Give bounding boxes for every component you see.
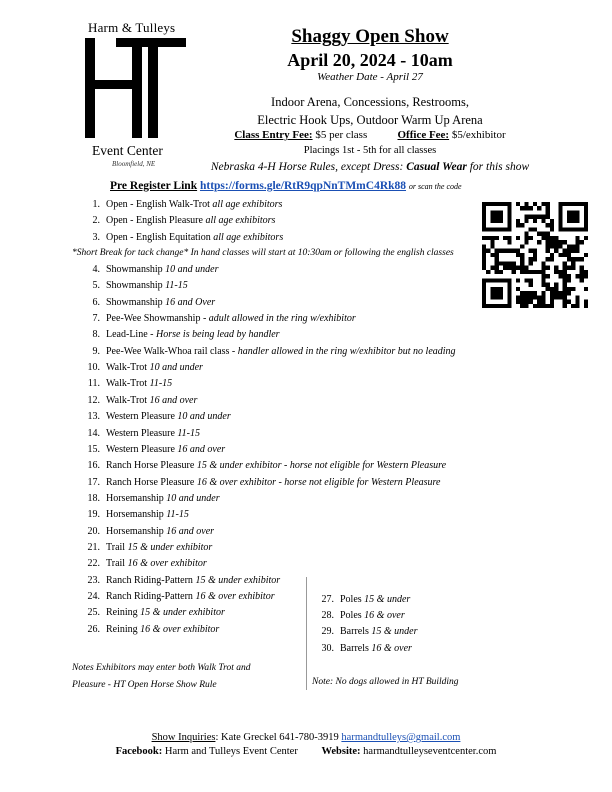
- class-detail: 10 and under: [166, 492, 220, 504]
- class-number: 15.: [87, 443, 100, 455]
- class-item: [82, 509, 189, 520]
- class-number: 11.: [87, 378, 100, 390]
- class-detail: 16 and over: [149, 394, 198, 406]
- class-name: Ranch Riding-Pattern: [106, 574, 196, 586]
- class-fee-value: $5 per class: [312, 129, 368, 141]
- class-item: [316, 643, 412, 654]
- class-detail: 10 and under: [177, 411, 231, 423]
- class-item: [82, 297, 215, 308]
- class-detail: 16 and over: [166, 525, 215, 537]
- preregister-link[interactable]: https://forms.gle/RtR9qpNnTMmC4Rk88: [199, 180, 407, 192]
- class-name: Barrels: [340, 626, 372, 637]
- class-name: Western Pleasure: [106, 411, 178, 423]
- preregister-line: [110, 180, 610, 192]
- class-item: [82, 346, 456, 357]
- class-item: [82, 591, 275, 602]
- fees-line: [160, 129, 580, 141]
- class-detail: 11-15: [166, 509, 189, 521]
- class-name: Horsemanship: [106, 509, 167, 521]
- class-name: Showmanship: [106, 264, 166, 275]
- class-item: [316, 610, 405, 621]
- class-name: Showmanship: [106, 296, 166, 308]
- class-detail: 16 & over exhibitor: [127, 558, 207, 570]
- logo-top-text: Harm & Tulleys: [88, 20, 176, 35]
- class-number: 6.: [92, 296, 100, 308]
- class-number: 12.: [87, 394, 100, 406]
- class-number: 20.: [87, 525, 100, 537]
- rules-prefix: Nebraska 4-H Horse Rules, except Dress:: [210, 161, 407, 173]
- class-number: 14.: [87, 427, 100, 439]
- facebook-label: Facebook:: [115, 746, 163, 757]
- class-item: [82, 542, 212, 553]
- class-item: [82, 329, 280, 340]
- class-detail: adult allowed in the ring w/exhibitor: [208, 313, 356, 325]
- class-detail: all age exhibitors: [213, 232, 284, 243]
- show-date: April 20, 2024 - 10am: [287, 50, 453, 70]
- notes-left: [72, 660, 250, 694]
- class-number: 4.: [92, 264, 100, 275]
- class-number: 19.: [87, 509, 100, 521]
- class-number: 7.: [92, 313, 100, 325]
- logo-event-center: Event Center: [92, 143, 163, 158]
- class-number: 2.: [92, 215, 100, 226]
- class-item: [82, 607, 225, 618]
- page-title: Shaggy Open Show: [291, 26, 449, 47]
- rules-suffix: for this show: [466, 161, 530, 173]
- class-name: Poles: [340, 610, 365, 621]
- class-detail: 16 & over exhibitor: [140, 623, 220, 635]
- class-detail: 16 & over exhibitor: [195, 591, 275, 602]
- rules-line: [160, 161, 580, 173]
- class-name: Reining: [106, 623, 141, 635]
- scan-code-text: or scan the code: [408, 182, 462, 191]
- class-item: [82, 624, 219, 635]
- column-divider: [306, 577, 307, 690]
- footer-inquiries: [0, 732, 612, 743]
- class-detail: 11-15: [177, 427, 200, 439]
- office-fee-label: Office Fee:: [397, 129, 450, 141]
- class-item: [316, 626, 418, 637]
- class-name: Walk-Trot: [106, 362, 150, 374]
- class-name: Open - English Pleasure: [106, 215, 206, 226]
- short-break-note: *Short Break for tack change* In hand classes will start at 10:30am or following the english classes: [72, 248, 454, 258]
- class-number: 10.: [87, 362, 100, 374]
- class-item: [82, 362, 203, 373]
- class-number: 5.: [92, 280, 100, 292]
- class-detail: Horse is being lead by handler: [155, 329, 280, 341]
- class-fee-label: Class Entry Fee:: [234, 129, 313, 141]
- class-detail: all age exhibitors: [212, 199, 283, 210]
- class-number: 18.: [87, 492, 100, 504]
- class-item: [82, 411, 231, 422]
- class-number: 16.: [87, 460, 100, 472]
- class-detail: all age exhibitors: [205, 215, 276, 226]
- class-name: Pee-Wee Walk-Whoa rail class -: [106, 345, 238, 357]
- class-name: Barrels: [340, 643, 372, 654]
- class-name: Pee-Wee Showmanship -: [106, 313, 209, 325]
- class-item: [82, 199, 282, 210]
- class-name: Ranch Horse Pleasure: [106, 460, 197, 472]
- class-item: [82, 280, 188, 291]
- class-detail: handler allowed in the ring w/exhibitor but no leading: [237, 345, 456, 357]
- class-detail: 16 & over: [371, 643, 412, 654]
- class-item: [82, 264, 219, 275]
- class-detail: 10 and under: [149, 362, 203, 374]
- placings: Placings 1st - 5th for all classes: [303, 145, 437, 156]
- class-name: Showmanship: [106, 280, 166, 292]
- class-number: 8.: [92, 329, 100, 341]
- class-number: 23.: [87, 574, 100, 586]
- class-number: 26.: [87, 623, 100, 635]
- class-detail: 15 & under exhibitor - horse not eligible for Western Pleasure: [196, 460, 447, 472]
- class-detail: 11-15: [149, 378, 173, 390]
- class-number: 22.: [87, 558, 100, 570]
- office-fee-value: $5/exhibitor: [449, 129, 506, 141]
- class-item: [82, 313, 356, 324]
- class-number: 24.: [87, 591, 100, 602]
- notes-left-line-1: Notes Exhibitors may enter both Walk Trot and: [72, 663, 251, 673]
- notes-right: Note: No dogs allowed in HT Building: [312, 677, 459, 687]
- class-name: Lead-Line -: [106, 329, 156, 341]
- class-number: 27.: [321, 594, 334, 605]
- class-item: [316, 594, 410, 605]
- footer-social: [0, 746, 612, 757]
- facebook-value: Harm and Tulleys Event Center: [162, 746, 298, 757]
- class-number: 25.: [87, 607, 100, 619]
- class-number: 28.: [321, 610, 334, 621]
- class-number: 30.: [321, 643, 334, 654]
- class-item: [82, 477, 440, 488]
- email-link[interactable]: harmandtulleys@gmail.com: [341, 732, 461, 743]
- class-name: Horsemanship: [106, 525, 167, 537]
- class-detail: 11-15: [165, 280, 188, 292]
- class-item: [82, 215, 275, 226]
- class-detail: 16 & over: [364, 610, 405, 621]
- website-value: harmandtulleyseventcenter.com: [360, 746, 497, 757]
- website-label: Website:: [321, 746, 361, 757]
- class-name: Western Pleasure: [106, 427, 178, 439]
- class-detail: 16 and over: [177, 443, 226, 455]
- class-item: [82, 575, 280, 586]
- class-item: [82, 232, 283, 243]
- class-number: 21.: [87, 541, 100, 553]
- notes-left-line-2: Pleasure - HT Open Horse Show Rule: [72, 680, 217, 690]
- rules-dress: Casual Wear: [406, 161, 467, 173]
- class-item: [82, 395, 197, 406]
- class-item: [82, 460, 446, 471]
- logo-location: Bloomfield, NE: [112, 160, 156, 168]
- class-name: Horsemanship: [106, 492, 167, 504]
- class-number: 1.: [92, 199, 100, 210]
- class-name: Open - English Walk-Trot: [106, 199, 213, 210]
- class-detail: 15 & under: [364, 594, 411, 605]
- class-detail: 15 & under exhibitor: [195, 574, 281, 586]
- class-item: [82, 428, 200, 439]
- class-detail: 10 and under: [165, 264, 219, 275]
- class-number: 13.: [87, 411, 100, 423]
- class-name: Trail: [106, 541, 128, 553]
- class-name: Poles: [340, 594, 365, 605]
- class-name: Trail: [106, 558, 128, 570]
- class-number: 29.: [321, 626, 334, 637]
- class-detail: 15 & under: [371, 626, 418, 637]
- class-name: Ranch Horse Pleasure: [106, 476, 197, 488]
- inquiries-label: Show Inquiries: [151, 732, 216, 743]
- class-number: 3.: [92, 232, 100, 243]
- class-name: Ranch Riding-Pattern: [106, 591, 196, 602]
- amenities-line-1: Indoor Arena, Concessions, Restrooms,: [271, 95, 469, 109]
- class-number: 17.: [87, 476, 100, 488]
- class-name: Walk-Trot: [106, 394, 150, 406]
- amenities-line-2: Electric Hook Ups, Outdoor Warm Up Arena: [257, 113, 483, 127]
- class-name: Open - English Equitation: [106, 232, 214, 243]
- class-number: 9.: [92, 345, 100, 357]
- class-item: [82, 526, 214, 537]
- class-name: Western Pleasure: [106, 443, 178, 455]
- class-item: [82, 493, 220, 504]
- class-item: [82, 444, 225, 455]
- class-detail: 16 & over exhibitor - horse not eligible for Western Pleasure: [196, 476, 441, 488]
- class-detail: 15 & under exhibitor: [127, 541, 213, 553]
- qr-code-icon[interactable]: [482, 202, 588, 308]
- class-detail: 15 & under exhibitor: [140, 607, 225, 619]
- class-item: [82, 378, 172, 389]
- class-name: Reining: [106, 607, 141, 619]
- preregister-label: Pre Register Link: [110, 180, 198, 192]
- weather-date: Weather Date - April 27: [317, 71, 423, 83]
- inquiries-value: : Kate Greckel 641-780-3919: [215, 732, 342, 743]
- class-item: [82, 558, 207, 569]
- class-detail: 16 and Over: [165, 296, 216, 308]
- class-name: Walk-Trot: [106, 378, 150, 390]
